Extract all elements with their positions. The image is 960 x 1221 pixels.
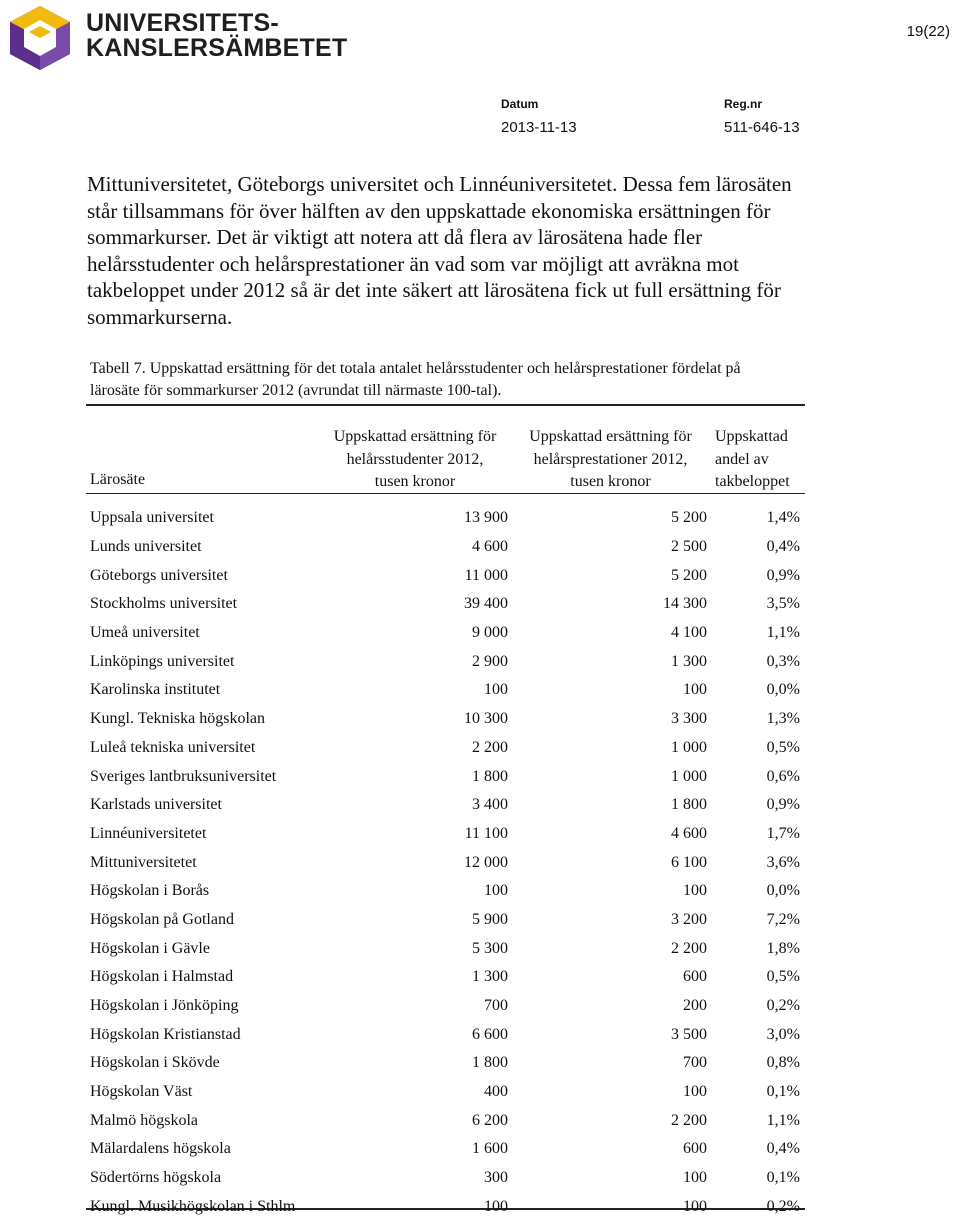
- cell-hpr: 700: [512, 1049, 709, 1078]
- cell-larosate: Högskolan i Jönköping: [86, 992, 318, 1021]
- cell-hst: 100: [318, 676, 512, 705]
- cell-share: 7,2%: [709, 906, 805, 935]
- header-share-line: Uppskattad: [715, 426, 805, 449]
- cell-hpr: 100: [512, 1193, 709, 1221]
- cell-share: 0,5%: [709, 963, 805, 992]
- header-hpr-line: Uppskattad ersättning för: [512, 426, 709, 449]
- cell-hst: 400: [318, 1078, 512, 1107]
- cell-hpr: 2 500: [512, 533, 709, 562]
- cell-hst: 6 200: [318, 1106, 512, 1135]
- cell-hpr: 100: [512, 1078, 709, 1107]
- table-row: [86, 934, 805, 963]
- cell-share: 3,5%: [709, 590, 805, 619]
- cell-hpr: 1 000: [512, 734, 709, 763]
- cell-hst: 1 800: [318, 1049, 512, 1078]
- cell-hpr: 200: [512, 992, 709, 1021]
- cell-hpr: 5 200: [512, 504, 709, 533]
- cell-share: 0,4%: [709, 1135, 805, 1164]
- cell-hst: 9 000: [318, 619, 512, 648]
- cell-hst: 100: [318, 877, 512, 906]
- cell-larosate: Högskolan i Skövde: [86, 1049, 318, 1078]
- cell-hst: 100: [318, 1193, 512, 1221]
- cell-larosate: Karlstads universitet: [86, 791, 318, 820]
- cell-larosate: Högskolan i Halmstad: [86, 963, 318, 992]
- table-row: [86, 848, 805, 877]
- table-row: [86, 1193, 805, 1221]
- header-hst-line: tusen kronor: [318, 471, 512, 494]
- cell-hst: 6 600: [318, 1020, 512, 1049]
- header-hpr-line: tusen kronor: [512, 471, 709, 494]
- cell-share: 1,1%: [709, 619, 805, 648]
- cell-share: 1,1%: [709, 1106, 805, 1135]
- cell-larosate: Högskolan Väst: [86, 1078, 318, 1107]
- table-row: [86, 1135, 805, 1164]
- table-header-row: [86, 418, 805, 494]
- cell-hpr: 1 300: [512, 647, 709, 676]
- cell-larosate: Stockholms universitet: [86, 590, 318, 619]
- cell-share: 0,9%: [709, 561, 805, 590]
- cell-share: 0,4%: [709, 533, 805, 562]
- cell-hpr: 4 100: [512, 619, 709, 648]
- table-row: [86, 504, 805, 533]
- cell-larosate: Lunds universitet: [86, 533, 318, 562]
- date-value: 2013-11-13: [501, 119, 577, 136]
- cell-hst: 700: [318, 992, 512, 1021]
- header-share: [709, 418, 805, 494]
- cell-hpr: 5 200: [512, 561, 709, 590]
- table-row: [86, 820, 805, 849]
- table-row: [86, 963, 805, 992]
- table-row: [86, 1049, 805, 1078]
- paragraph-line: sommarkurser. Det är viktigt att notera att då flera av lärosätena hade fler: [87, 224, 887, 251]
- cell-larosate: Linköpings universitet: [86, 647, 318, 676]
- body-paragraph: [87, 171, 887, 330]
- header-larosate: Lärosäte: [86, 418, 318, 494]
- cell-hst: 39 400: [318, 590, 512, 619]
- cell-hst: 11 000: [318, 561, 512, 590]
- cell-share: 0,0%: [709, 877, 805, 906]
- cell-hpr: 4 600: [512, 820, 709, 849]
- date-label: Datum: [501, 97, 538, 111]
- table-row: [86, 906, 805, 935]
- header-hpr: [512, 418, 709, 494]
- uka-logo-icon: [6, 4, 74, 72]
- table-row: [86, 762, 805, 791]
- reg-value: 511-646-13: [724, 119, 800, 136]
- table-row: [86, 590, 805, 619]
- cell-hst: 2 900: [318, 647, 512, 676]
- cell-hpr: 2 200: [512, 934, 709, 963]
- cell-hst: 11 100: [318, 820, 512, 849]
- table-row: [86, 676, 805, 705]
- cell-hpr: 100: [512, 676, 709, 705]
- cell-larosate: Mittuniversitetet: [86, 848, 318, 877]
- cell-hst: 13 900: [318, 504, 512, 533]
- table-row: [86, 992, 805, 1021]
- cell-share: 1,3%: [709, 705, 805, 734]
- caption-line: lärosäte för sommarkurser 2012 (avrundat till närmaste 100-tal).: [90, 380, 830, 402]
- table-caption: [90, 358, 830, 402]
- cell-hst: 300: [318, 1164, 512, 1193]
- cell-share: 0,8%: [709, 1049, 805, 1078]
- paragraph-line: sommarkurserna.: [87, 304, 887, 331]
- cell-larosate: Högskolan på Gotland: [86, 906, 318, 935]
- table-row: [86, 533, 805, 562]
- cell-larosate: Sveriges lantbruksuniversitet: [86, 762, 318, 791]
- cell-larosate: Umeå universitet: [86, 619, 318, 648]
- cell-hpr: 3 300: [512, 705, 709, 734]
- cell-share: 3,0%: [709, 1020, 805, 1049]
- compensation-table: [86, 418, 805, 1221]
- cell-share: 0,0%: [709, 676, 805, 705]
- header-share-line: andel av: [715, 449, 805, 472]
- cell-hst: 3 400: [318, 791, 512, 820]
- cell-share: 0,1%: [709, 1078, 805, 1107]
- cell-larosate: Högskolan i Gävle: [86, 934, 318, 963]
- cell-share: 0,1%: [709, 1164, 805, 1193]
- cell-hpr: 3 200: [512, 906, 709, 935]
- cell-share: 0,2%: [709, 1193, 805, 1221]
- cell-hst: 1 600: [318, 1135, 512, 1164]
- cell-hst: 1 800: [318, 762, 512, 791]
- cell-larosate: Malmö högskola: [86, 1106, 318, 1135]
- cell-hpr: 100: [512, 1164, 709, 1193]
- table-row: [86, 647, 805, 676]
- cell-larosate: Uppsala universitet: [86, 504, 318, 533]
- cell-hst: 12 000: [318, 848, 512, 877]
- cell-hpr: 600: [512, 1135, 709, 1164]
- cell-larosate: Högskolan Kristianstad: [86, 1020, 318, 1049]
- header-hst-line: Uppskattad ersättning för: [318, 426, 512, 449]
- table-row: [86, 734, 805, 763]
- header-hpr-line: helårsprestationer 2012,: [512, 449, 709, 472]
- cell-share: 3,6%: [709, 848, 805, 877]
- table-body: [86, 494, 805, 1221]
- org-name-line-1: UNIVERSITETS-: [86, 11, 347, 36]
- cell-hpr: 100: [512, 877, 709, 906]
- header-hst: [318, 418, 512, 494]
- cell-larosate: Göteborgs universitet: [86, 561, 318, 590]
- cell-share: 0,5%: [709, 734, 805, 763]
- cell-hst: 1 300: [318, 963, 512, 992]
- cell-larosate: Kungl. Musikhögskolan i Sthlm: [86, 1193, 318, 1221]
- paragraph-line: helårsstudenter och helårsprestationer än vad som var möjligt att avräkna mot: [87, 251, 887, 278]
- cell-larosate: Karolinska institutet: [86, 676, 318, 705]
- cell-hst: 5 900: [318, 906, 512, 935]
- table-row: [86, 1078, 805, 1107]
- cell-hpr: 1 800: [512, 791, 709, 820]
- header-hst-line: helårsstudenter 2012,: [318, 449, 512, 472]
- cell-hpr: 600: [512, 963, 709, 992]
- cell-larosate: Södertörns högskola: [86, 1164, 318, 1193]
- cell-hpr: 1 000: [512, 762, 709, 791]
- cell-share: 0,2%: [709, 992, 805, 1021]
- cell-hpr: 2 200: [512, 1106, 709, 1135]
- reg-label: Reg.nr: [724, 97, 762, 111]
- cell-larosate: Mälardalens högskola: [86, 1135, 318, 1164]
- page-number: 19(22): [907, 23, 950, 40]
- cell-hpr: 14 300: [512, 590, 709, 619]
- cell-hst: 4 600: [318, 533, 512, 562]
- cell-share: 0,6%: [709, 762, 805, 791]
- header-share-line: takbeloppet: [715, 471, 805, 494]
- org-name-line-2: KANSLERSÄMBETET: [86, 36, 347, 61]
- cell-share: 1,4%: [709, 504, 805, 533]
- cell-share: 0,9%: [709, 791, 805, 820]
- table-row: [86, 1020, 805, 1049]
- cell-larosate: Linnéuniversitetet: [86, 820, 318, 849]
- table-row: [86, 619, 805, 648]
- cell-share: 1,7%: [709, 820, 805, 849]
- cell-hst: 5 300: [318, 934, 512, 963]
- paragraph-line: takbeloppet under 2012 så är det inte säkert att lärosätena fick ut full ersättning för: [87, 277, 887, 304]
- table-row: [86, 1164, 805, 1193]
- paragraph-line: Mittuniversitetet, Göteborgs universitet och Linnéuniversitetet. Dessa fem lärosäten: [87, 171, 887, 198]
- cell-share: 0,3%: [709, 647, 805, 676]
- table-row: [86, 561, 805, 590]
- cell-larosate: Kungl. Tekniska högskolan: [86, 705, 318, 734]
- table-row: [86, 705, 805, 734]
- paragraph-line: står tillsammans för över hälften av den uppskattade ekonomiska ersättningen för: [87, 198, 887, 225]
- cell-hst: 2 200: [318, 734, 512, 763]
- caption-line: Tabell 7. Uppskattad ersättning för det totala antalet helårsstudenter och helårsprestationer fördelat på: [90, 358, 830, 380]
- cell-share: 1,8%: [709, 934, 805, 963]
- cell-hst: 10 300: [318, 705, 512, 734]
- cell-larosate: Luleå tekniska universitet: [86, 734, 318, 763]
- table-top-rule: [86, 404, 805, 406]
- table-row: [86, 877, 805, 906]
- organization-name: [86, 11, 347, 61]
- cell-hpr: 3 500: [512, 1020, 709, 1049]
- table-row: [86, 791, 805, 820]
- cell-hpr: 6 100: [512, 848, 709, 877]
- table-row: [86, 1106, 805, 1135]
- cell-larosate: Högskolan i Borås: [86, 877, 318, 906]
